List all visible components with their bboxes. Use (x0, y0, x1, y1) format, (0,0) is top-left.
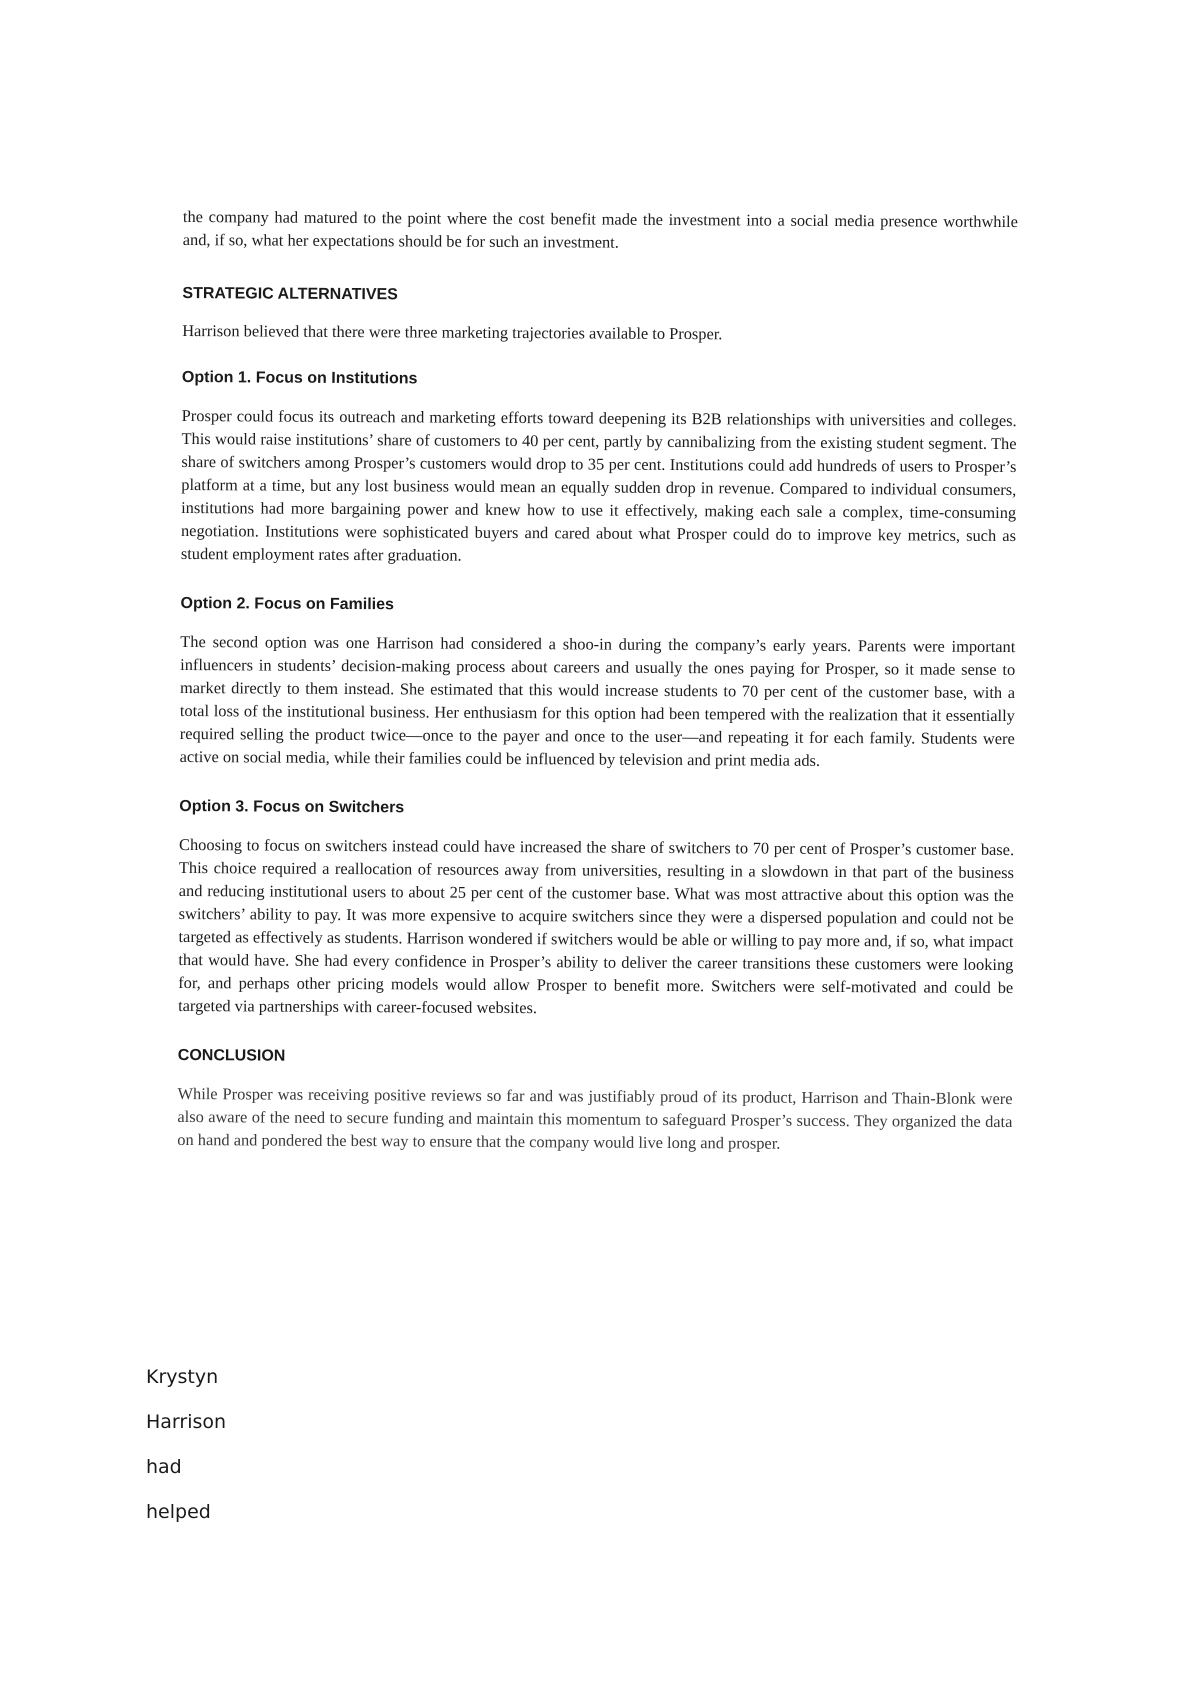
typed-word: Harrison (146, 1411, 227, 1433)
heading-conclusion: CONCLUSION (177, 1046, 286, 1065)
typed-word: helped (146, 1501, 211, 1523)
scanned-text-block (177, 205, 1018, 1156)
heading-option-2: Option 2. Focus on Families (180, 594, 394, 614)
option-1-paragraph: Prosper could focus its outreach and marketing efforts toward deepening its B2B relationships with universities and colleges. This would raise institutions’ share of customers to 40 per cent, partly by cannibalizing from the existing student segment. The share of switchers among Prosper’s customers would drop to 35 per cent. Institutions could add hundreds of users to Prosper’s platform at a time, but any lost business would mean an equally sudden drop in revenue. Compared to individual consumers, institutions had more bargaining power and knew how to use it effectively, making each sale a complex, time-consuming negotiation. Institutions were sophisticated buyers and cared about what Prosper could do to improve key metrics, such as student employment rates after graduation. (180, 405, 1017, 565)
typed-word: had (146, 1456, 182, 1478)
heading-option-3: Option 3. Focus on Switchers (179, 797, 405, 817)
option-2-paragraph: The second option was one Harrison had considered a shoo-in during the company’s early years. Parents were important influencers in students’ decision-making process about careers and usually the ones paying for Prosper, so it made sense to market directly to them instead. She estimated that this would increase students to 70 per cent of the customer base, with a total loss of the institutional business. Her enthusiasm for this option had been tempered with the realization that it essentially required selling the product twice—once to the payer and once to the user—and repeating it for each family. Students were active on social media, while their families could be influenced by television and print media ads. (179, 631, 1016, 770)
typed-word-list (146, 1364, 226, 1544)
typed-word: Krystyn (146, 1366, 219, 1388)
option-3-paragraph: Choosing to focus on switchers instead could have increased the share of switchers to 70 per cent of Prosper’s customer base. This choice required a reallocation of resources away from universities, resulting in a slowdown in that part of the business and reducing institutional users to about 25 per cent of the customer base. What was most attractive about this option was the switchers’ ability to pay. It was more expensive to acquire switchers since they were a dispersed population and could not be targeted as effectively as students. Harrison wondered if switchers would be able or willing to pay more and, if so, what impact that would have. She had every confidence in Prosper’s ability to deliver the career transitions these customers were looking for, and perhaps other pricing models would allow Prosper to benefit more. Switchers were self-motivated and could be targeted via partnerships with career-focused websites. (178, 834, 1015, 1018)
heading-strategic-alternatives: STRATEGIC ALTERNATIVES (182, 284, 398, 304)
strategic-alternatives-paragraph: Harrison believed that there were three marketing trajectories available to Prosper. (182, 320, 723, 344)
opening-paragraph: the company had matured to the point where the cost benefit made the investment into a social media presence worthwhile and, if so, what her expectations should be for such an investment. (182, 206, 1018, 252)
heading-option-1: Option 1. Focus on Institutions (181, 368, 418, 388)
conclusion-paragraph: While Prosper was receiving positive reviews so far and was justifiably proud of its product, Harrison and Thain-Blonk were also aware of the need to secure funding and maintain this momentum to safeguard Prosper’s success. They organized the data on hand and pondered the best way to ensure that the company would live long and prosper. (177, 1083, 1013, 1153)
